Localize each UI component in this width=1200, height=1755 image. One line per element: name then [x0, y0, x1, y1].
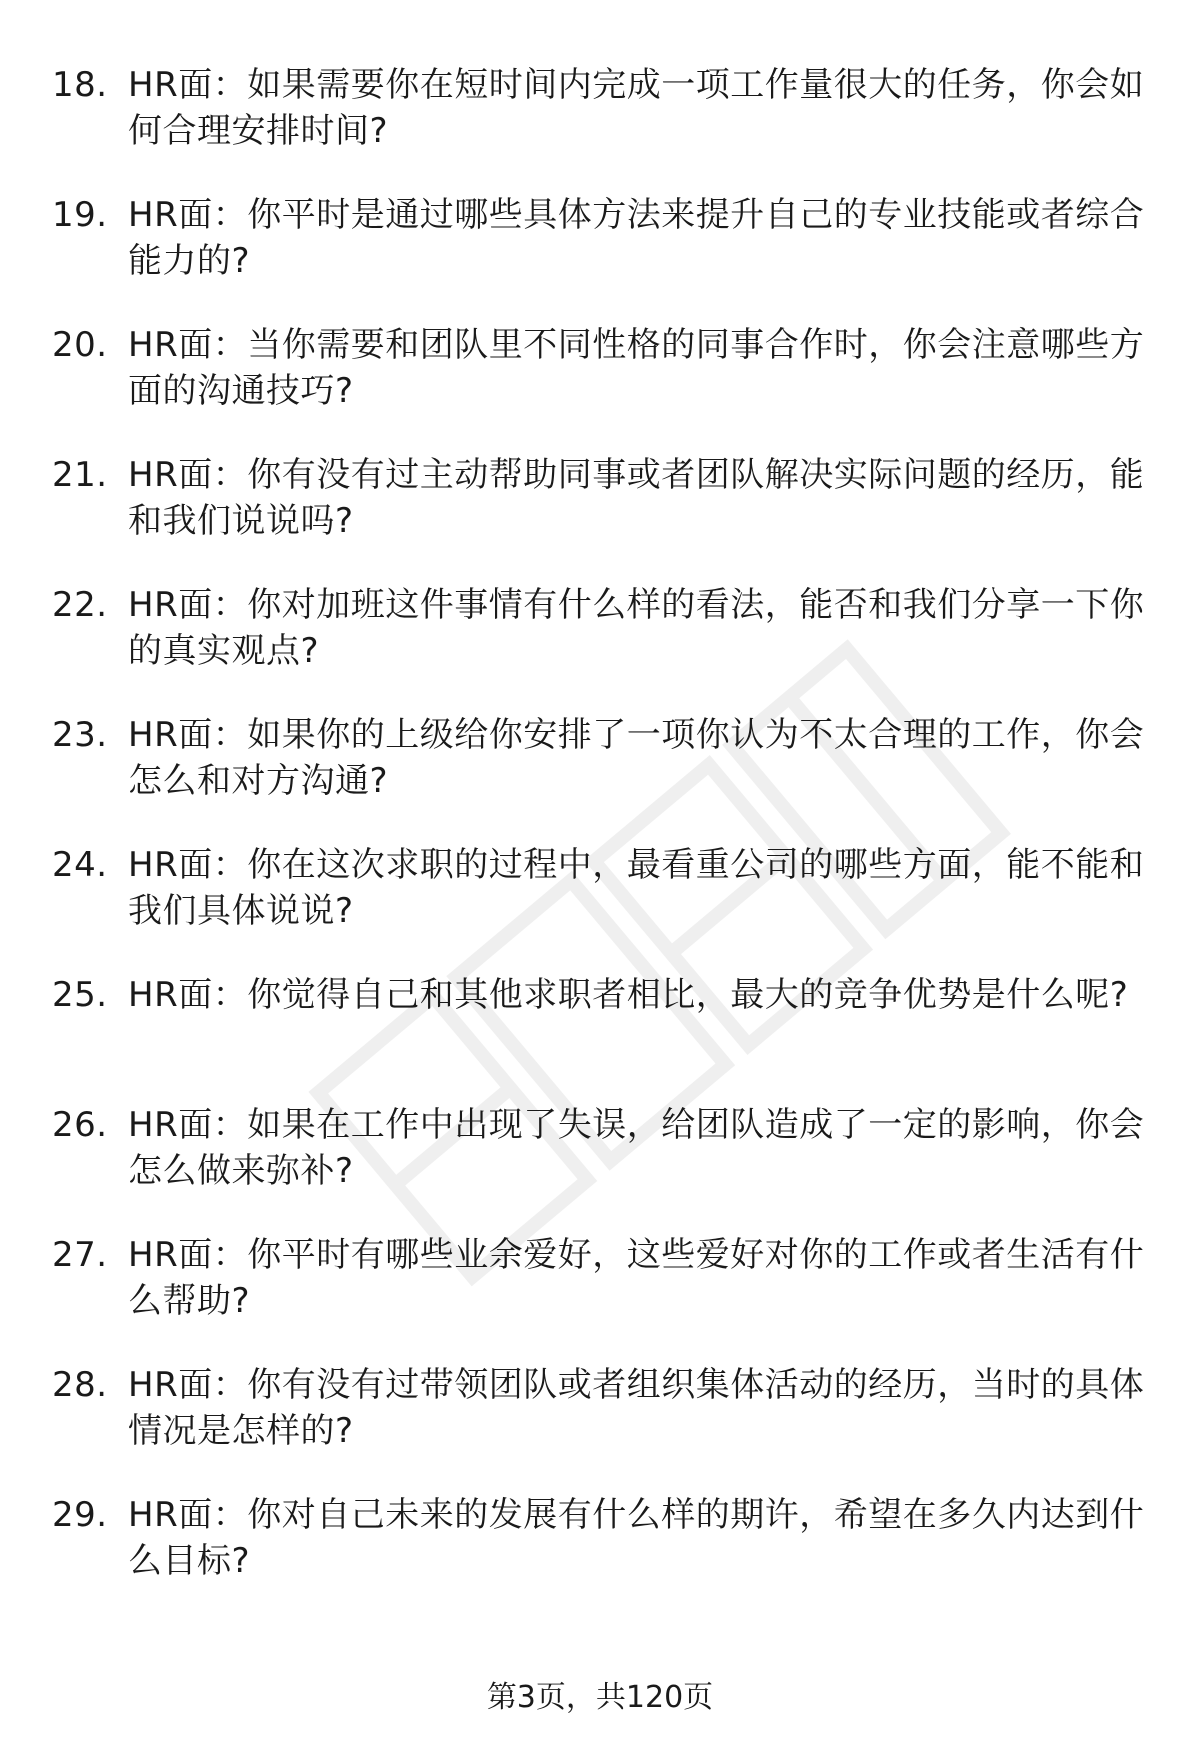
list-item — [0, 1232, 1200, 1362]
page-footer — [0, 1678, 1200, 1718]
item-number: 24. — [52, 845, 108, 885]
list-item — [0, 192, 1200, 322]
item-number: 18. — [52, 65, 108, 105]
list-item — [0, 582, 1200, 712]
item-text: HR面：你对加班这件事情有什么样的看法，能否和我们分享一下你的真实观点? — [128, 585, 1145, 671]
page-number-label: 第3页，共120页 — [486, 1680, 714, 1715]
list-item — [0, 322, 1200, 452]
item-text: HR面：你对自己未来的发展有什么样的期许，希望在多久内达到什么目标? — [128, 1495, 1145, 1581]
item-number: 23. — [52, 715, 108, 755]
item-text: HR面：如果需要你在短时间内完成一项工作量很大的任务，你会如何合理安排时间? — [128, 65, 1145, 151]
item-text: HR面：如果你的上级给你安排了一项你认为不太合理的工作，你会怎么和对方沟通? — [128, 715, 1145, 801]
item-text: HR面：当你需要和团队里不同性格的同事合作时，你会注意哪些方面的沟通技巧? — [128, 325, 1145, 411]
item-text: HR面：你在这次求职的过程中，最看重公司的哪些方面，能不能和我们具体说说? — [128, 845, 1145, 931]
item-text: HR面：你平时有哪些业余爱好，这些爱好对你的工作或者生活有什么帮助? — [128, 1235, 1145, 1321]
list-item — [0, 712, 1200, 842]
item-number: 25. — [52, 975, 108, 1015]
list-item — [0, 842, 1200, 972]
item-number: 27. — [52, 1235, 108, 1275]
list-item — [0, 62, 1200, 192]
item-text: HR面：你有没有过主动帮助同事或者团队解决实际问题的经历，能和我们说说吗? — [128, 455, 1145, 541]
question-list — [0, 62, 1200, 1622]
list-item — [0, 1362, 1200, 1492]
item-text: HR面：你平时是通过哪些具体方法来提升自己的专业技能或者综合能力的? — [128, 195, 1145, 281]
list-item — [0, 452, 1200, 582]
item-number: 26. — [52, 1105, 108, 1145]
item-text: HR面：你觉得自己和其他求职者相比，最大的竞争优势是什么呢? — [128, 975, 1129, 1015]
item-text: HR面：如果在工作中出现了失误，给团队造成了一定的影响，你会怎么做来弥补? — [128, 1105, 1145, 1191]
item-number: 28. — [52, 1365, 108, 1405]
item-number: 19. — [52, 195, 108, 235]
item-number: 29. — [52, 1495, 108, 1535]
item-number: 21. — [52, 455, 108, 495]
list-item — [0, 1492, 1200, 1622]
item-number: 20. — [52, 325, 108, 365]
list-item — [0, 1102, 1200, 1232]
item-text: HR面：你有没有过带领团队或者组织集体活动的经历，当时的具体情况是怎样的? — [128, 1365, 1145, 1451]
item-number: 22. — [52, 585, 108, 625]
list-item — [0, 972, 1200, 1102]
